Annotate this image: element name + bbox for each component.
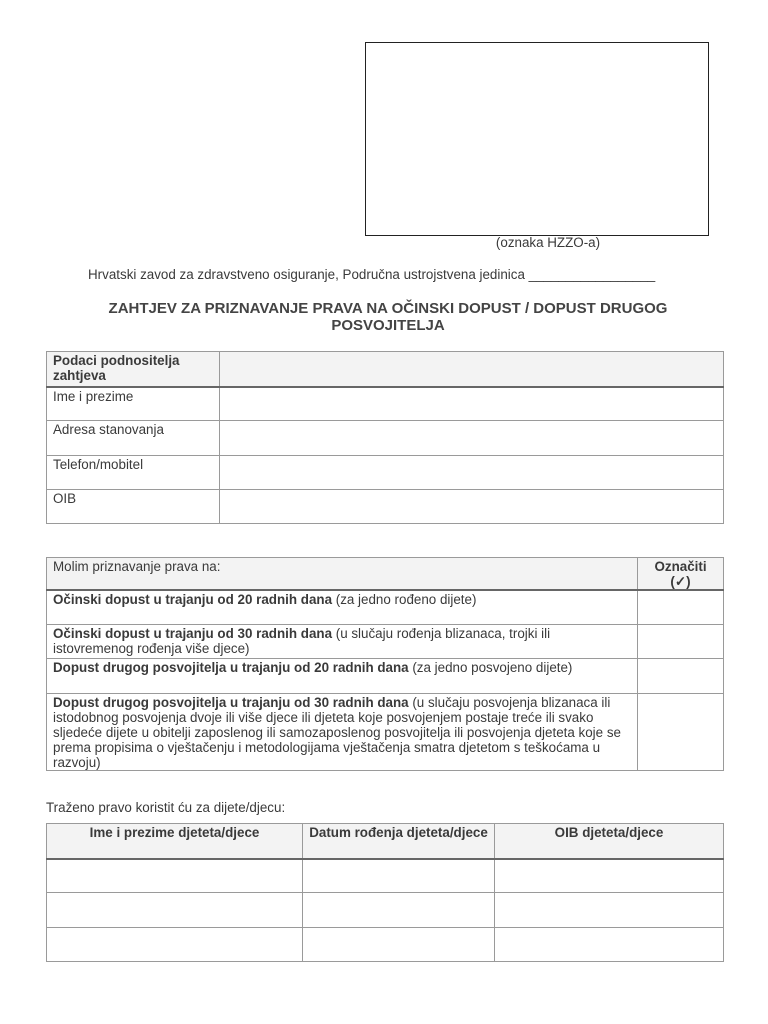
rights-option-2-rest: (u slučaju rođenja blizanaca, trojki ili istovremenog rođenja više djece) [53,625,551,656]
form-title-line-1: ZAHTJEV ZA PRIZNAVANJE PRAVA NA OČINSKI DOPUST / DOPUST DRUGOG [108,300,668,317]
stamp-caption: (oznaka HZZO-a) [495,235,601,250]
applicant-header: Podaci podnositelja zahtjeva [47,352,220,387]
rights-option-4 [47,693,638,770]
child-2-birthdate-field[interactable] [303,893,495,928]
form-title [46,300,730,334]
applicant-label-oib: OIB [47,490,220,524]
children-col-birthdate: Datum rođenja djeteta/djece [303,824,495,859]
child-3-name-field[interactable] [47,928,303,962]
rights-option-3-bold: Dopust drugog posvojitelja u trajanju od 20 radnih dana [53,659,409,675]
mark-header: Označiti (✓) [638,558,724,591]
table-row [47,893,724,928]
child-2-oib-field[interactable] [495,893,724,928]
applicant-label-phone: Telefon/mobitel [47,456,220,490]
rights-header: Molim priznavanje prava na: [47,558,638,591]
child-2-name-field[interactable] [47,893,303,928]
applicant-table [46,351,724,524]
institution-line: Hrvatski zavod za zdravstveno osiguranje, Područna ustrojstvena jedinica _________________ [88,267,656,282]
rights-option-2-bold: Očinski dopust u trajanju od 30 radnih dana [53,625,333,641]
applicant-label-address: Adresa stanovanja [47,421,220,456]
applicant-header-blank [220,352,724,387]
applicant-name-field[interactable] [220,387,724,421]
rights-option-4-bold: Dopust drugog posvojitelja u trajanju od 30 radnih dana [53,694,409,710]
applicant-label-name: Ime i prezime [47,387,220,421]
applicant-oib-field[interactable] [220,490,724,524]
child-3-birthdate-field[interactable] [303,928,495,962]
children-col-name: Ime i prezime djeteta/djece [47,824,303,859]
rights-option-1 [47,590,638,624]
rights-option-2 [47,624,638,658]
rights-option-1-checkbox[interactable] [638,590,724,624]
children-col-oib: OIB djeteta/djece [495,824,724,859]
rights-option-2-checkbox[interactable] [638,624,724,658]
children-label: Traženo pravo koristit ću za dijete/djecu: [46,800,286,815]
child-1-birthdate-field[interactable] [303,859,495,893]
rights-option-3-rest: (za jedno posvojeno dijete) [408,659,573,675]
child-1-name-field[interactable] [47,859,303,893]
applicant-address-field[interactable] [220,421,724,456]
rights-table [46,557,724,771]
rights-option-3-checkbox[interactable] [638,658,724,693]
children-table [46,823,724,962]
rights-option-1-rest: (za jedno rođeno dijete) [332,592,477,607]
rights-option-1-bold: Očinski dopust u trajanju od 20 radnih dana [53,592,333,607]
child-1-oib-field[interactable] [495,859,724,893]
rights-option-3 [47,658,638,693]
child-3-oib-field[interactable] [495,928,724,962]
table-row [47,859,724,893]
rights-option-4-checkbox[interactable] [638,693,724,770]
rights-option-4-rest: (u slučaju posvojenja blizanaca ili istodobnog posvojenja dvoje ili više djece ili djeteta koje posvojenjem postaje treće ili svako sljedeće dijete u obitelji zaposlenog ili samozaposlenog posvojitelja ili posvojenja djeteta koje se prema propisima o vještačenju i metodologijama vještačenja smatra djetetom s teškoćama u razvoju) [53,694,621,770]
table-row [47,928,724,962]
form-title-line-2: POSVOJITELJA [331,317,445,334]
applicant-phone-field[interactable] [220,456,724,490]
hzzo-stamp-box [365,42,709,236]
